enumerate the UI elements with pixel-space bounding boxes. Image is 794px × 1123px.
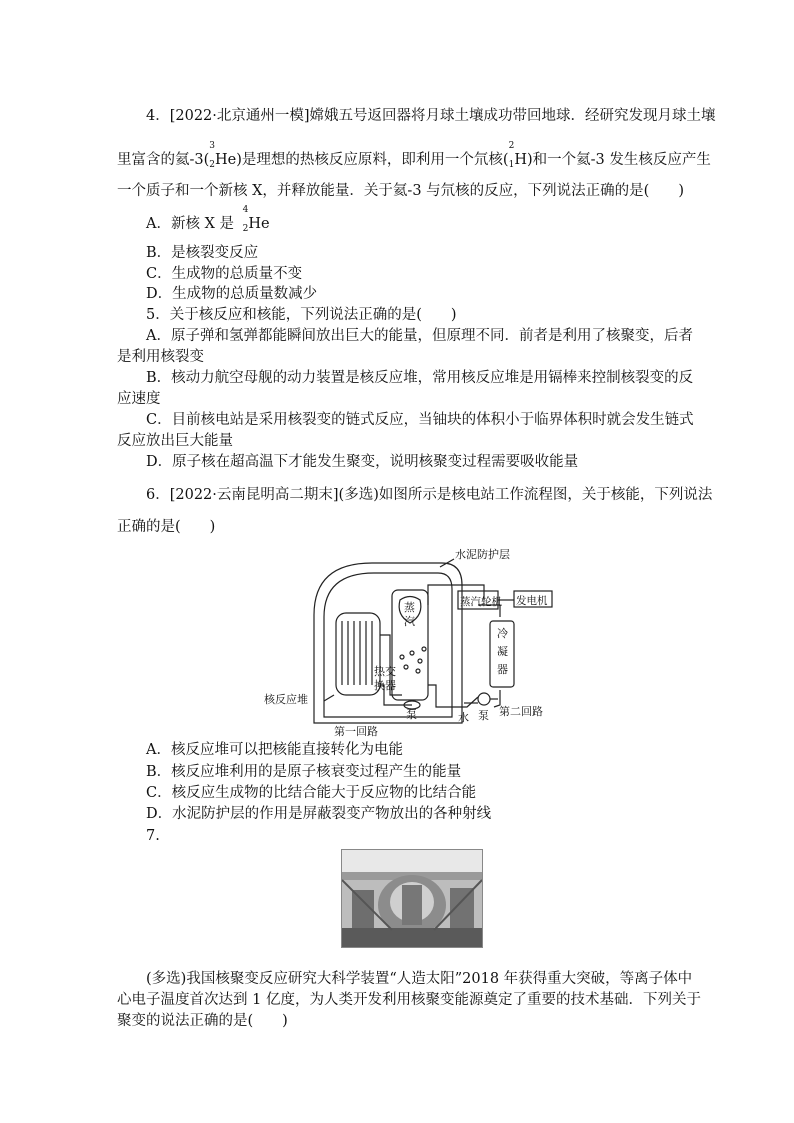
q5-option-a-line1: A．原子弹和氢弹都能瞬间放出巨大的能量，但原理不同．前者是利用了核聚变，后者 — [146, 328, 693, 344]
q4-option-c: C．生成物的总质量不变 — [146, 266, 303, 282]
q5-option-c-line1: C．目前核电站是采用核裂变的链式反应，当铀块的体积小于临界体积时就会发生链式 — [146, 412, 694, 428]
q4-stem-line3: 一个质子和一个新核 X，并释放能量．关于氦-3 与氘核的反应，下列说法正确的是( ) — [117, 183, 684, 199]
he4-atomic-number: 2 — [242, 224, 249, 234]
secondary-loop-label: 第二回路 — [499, 705, 543, 718]
q7-stem-line2: 心电子温度首次达到 1 亿度，为人类开发利用核聚变能源奠定了重要的技术基础．下列关于 — [117, 992, 701, 1008]
q4-option-a — [146, 205, 270, 236]
he4-symbol: He — [248, 216, 270, 232]
he3-symbol: He — [215, 152, 237, 168]
q6-option-c: C．核反应生成物的比结合能大于反应物的比结合能 — [146, 785, 477, 801]
pump-1-label: 泵 — [406, 708, 417, 721]
q4-stem-text-c: )和一个氦-3 发生核反应产生 — [526, 152, 711, 168]
pump-2-label: 泵 — [478, 709, 489, 722]
q6-option-a: A．核反应堆可以把核能直接转化为电能 — [146, 742, 403, 758]
q4-option-d: D．生成物的总质量数减少 — [146, 286, 318, 302]
q7-number: 7. — [146, 828, 160, 844]
q5-option-c-line2: 反应放出巨大能量 — [117, 433, 233, 449]
condenser-label-1: 冷 — [497, 627, 508, 640]
h2-mass-number: 2 — [508, 141, 515, 151]
q5-option-a-line2: 是利用核裂变 — [117, 349, 204, 365]
heat-exchanger-label-1: 热交 — [374, 665, 396, 678]
steam-label-1: 蒸 — [404, 601, 415, 614]
generator-label: 发电机 — [516, 595, 548, 607]
q4-stem-line2 — [117, 141, 711, 172]
q6-option-b: B．核反应堆利用的是原子核衰变过程产生的能量 — [146, 764, 462, 780]
q7-stem-line1: (多选)我国核聚变反应研究大科学装置“人造太阳”2018 年获得重大突破，等离子体中 — [146, 971, 693, 987]
he3-mass-number: 3 — [209, 141, 216, 151]
turbine-label: 蒸汽轮机 — [460, 596, 502, 608]
q5-option-b-line1: B．核动力航空母舰的动力装置是核反应堆，常用核反应堆是用镉棒来控制核裂变的反 — [146, 370, 694, 386]
q4-option-b: B．是核裂变反应 — [146, 245, 259, 261]
q6-stem-line2: 正确的是( ) — [117, 519, 216, 535]
reactor-label: 核反应堆 — [264, 693, 308, 706]
artificial-sun-photo — [341, 849, 483, 948]
primary-loop-label: 第一回路 — [334, 725, 378, 738]
steam-label-2: 汽 — [404, 615, 415, 628]
q4-stem-line1: 4．[2022·北京通州一模]嫦娥五号返回器将月球土壤成功带回地球．经研究发现月球土壤 — [146, 108, 716, 124]
he4-nuclide — [242, 205, 270, 236]
condenser-label-2: 凝 — [497, 645, 508, 658]
water-label: 水 — [458, 711, 469, 724]
q7-stem-line3: 聚变的说法正确的是( ) — [117, 1013, 288, 1029]
condenser-label-3: 器 — [497, 663, 508, 676]
q5-option-b-line2: 应速度 — [117, 391, 161, 407]
q5-option-d: D．原子核在超高温下才能发生聚变，说明核聚变过程需要吸收能量 — [146, 454, 579, 470]
h2-symbol: H — [514, 152, 527, 168]
pump-2 — [478, 693, 490, 705]
q6-stem-line1: 6．[2022·云南昆明高二期末](多选)如图所示是核电站工作流程图，关于核能，下列说法 — [146, 487, 713, 503]
h2-atomic-number: 1 — [508, 160, 515, 170]
q5-stem: 5．关于核反应和核能，下列说法正确的是( ) — [146, 307, 457, 323]
nuclear-plant-diagram — [262, 545, 562, 741]
he4-mass-number: 4 — [242, 205, 249, 215]
q4-stem-text-b: )是理想的热核反应原料，即利用一个氘核( — [236, 152, 509, 168]
q4-stem-text-a: 里富含的氦-3( — [117, 152, 210, 168]
cement-shield-label: 水泥防护层 — [455, 548, 510, 561]
cement-shield-inner — [324, 573, 452, 717]
h2-nuclide — [508, 141, 527, 172]
q4-option-a-text: A．新核 X 是 — [146, 216, 235, 232]
he3-nuclide — [209, 141, 237, 172]
heat-exchanger-label-2: 换器 — [374, 679, 396, 692]
he3-atomic-number: 2 — [209, 160, 216, 170]
q6-option-d: D．水泥防护层的作用是屏蔽裂变产物放出的各种射线 — [146, 806, 492, 822]
